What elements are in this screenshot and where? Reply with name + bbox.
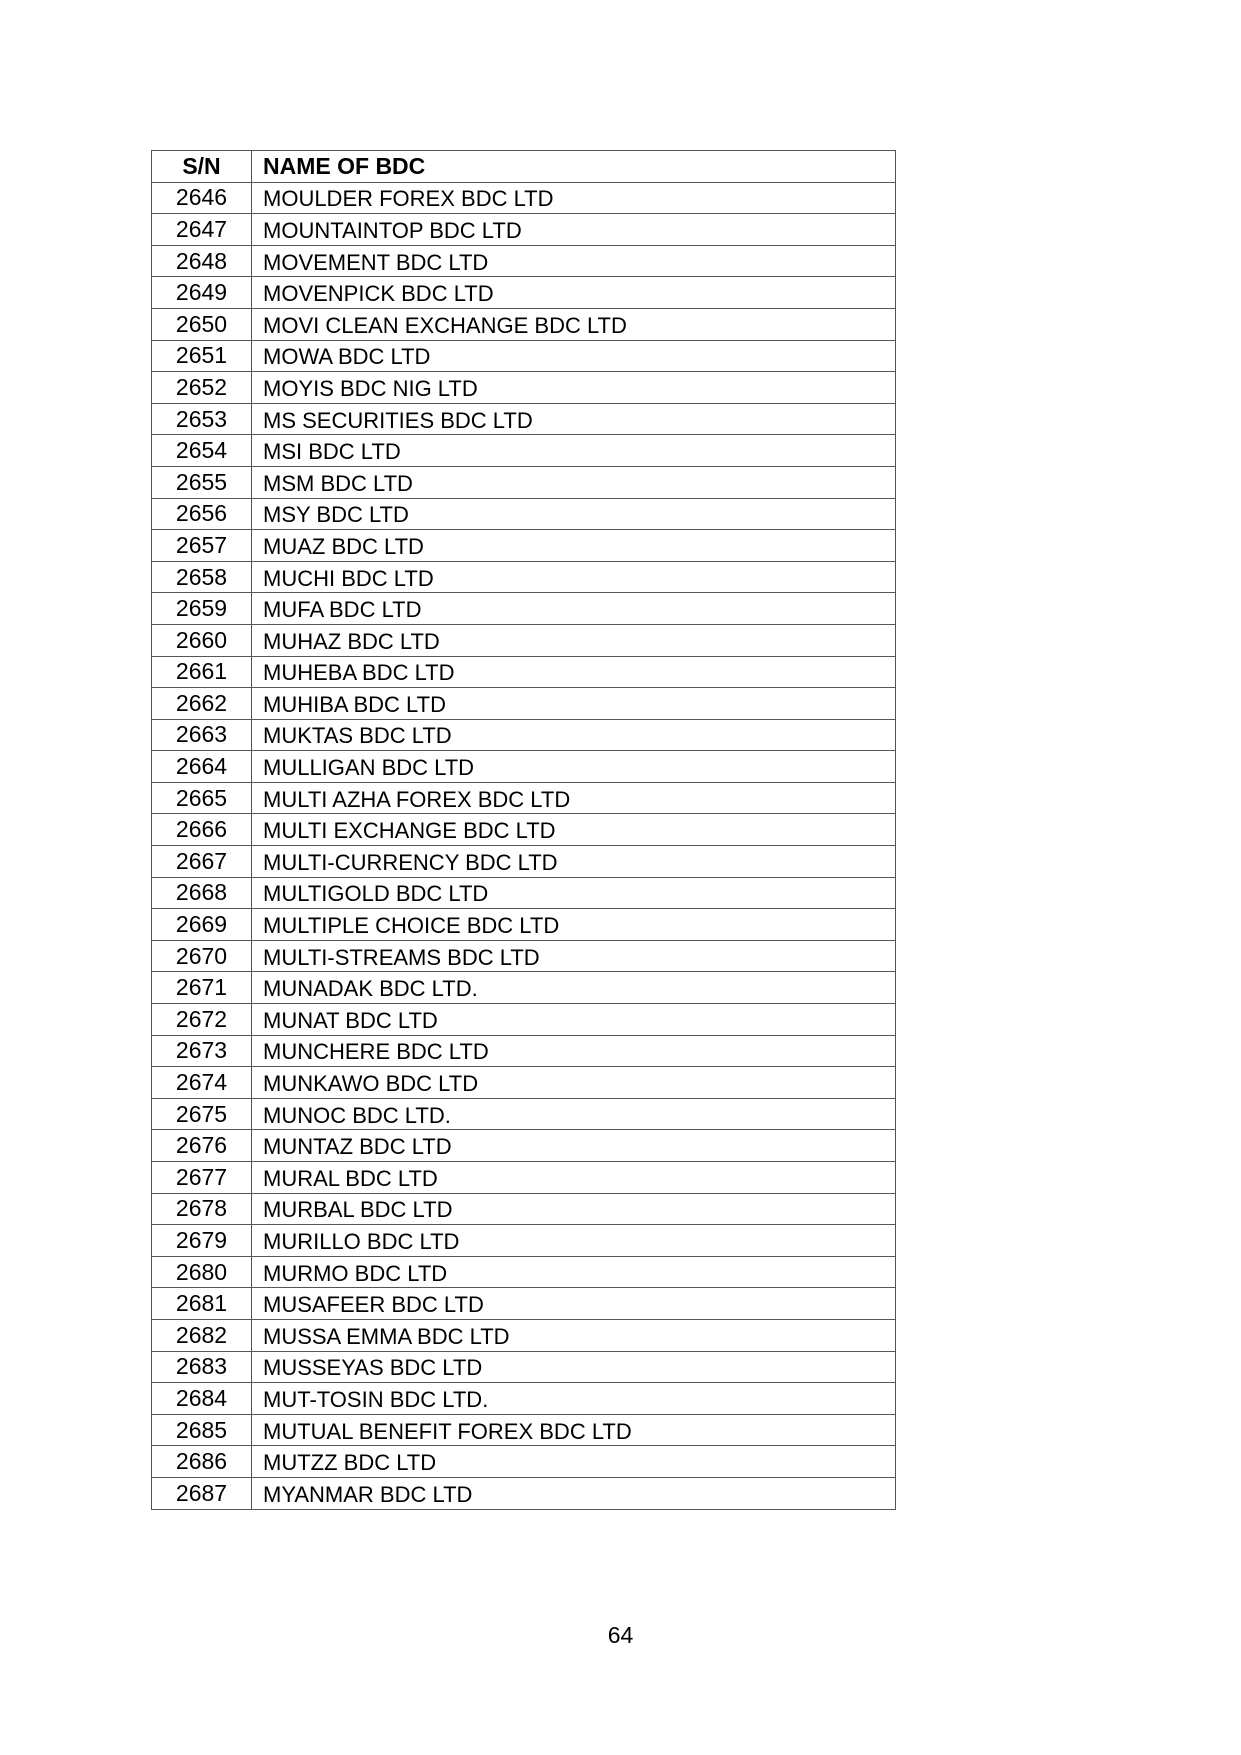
bdc-name-cell: MUSSEYAS BDC LTD bbox=[252, 1351, 896, 1383]
serial-number-cell: 2664 bbox=[152, 751, 252, 783]
serial-number-cell: 2663 bbox=[152, 719, 252, 751]
serial-number-cell: 2673 bbox=[152, 1035, 252, 1067]
bdc-name-cell: MURAL BDC LTD bbox=[252, 1162, 896, 1194]
bdc-name-cell: MUHAZ BDC LTD bbox=[252, 624, 896, 656]
serial-number-cell: 2683 bbox=[152, 1351, 252, 1383]
table-row bbox=[152, 530, 896, 562]
serial-number-cell: 2671 bbox=[152, 972, 252, 1004]
serial-number-cell: 2649 bbox=[152, 277, 252, 309]
header-row bbox=[152, 151, 896, 183]
table-body bbox=[152, 182, 896, 1509]
bdc-name-cell: MOULDER FOREX BDC LTD bbox=[252, 182, 896, 214]
table-row bbox=[152, 498, 896, 530]
column-header-name: NAME OF BDC bbox=[252, 151, 896, 183]
table-row bbox=[152, 593, 896, 625]
bdc-name-cell: MUT-TOSIN BDC LTD. bbox=[252, 1383, 896, 1415]
table-row bbox=[152, 782, 896, 814]
serial-number-cell: 2675 bbox=[152, 1098, 252, 1130]
serial-number-cell: 2650 bbox=[152, 308, 252, 340]
serial-number-cell: 2647 bbox=[152, 214, 252, 246]
column-header-sn: S/N bbox=[152, 151, 252, 183]
bdc-name-cell: MULTI AZHA FOREX BDC LTD bbox=[252, 782, 896, 814]
table-row bbox=[152, 1225, 896, 1257]
serial-number-cell: 2680 bbox=[152, 1256, 252, 1288]
serial-number-cell: 2661 bbox=[152, 656, 252, 688]
serial-number-cell: 2657 bbox=[152, 530, 252, 562]
serial-number-cell: 2687 bbox=[152, 1477, 252, 1509]
table-row bbox=[152, 466, 896, 498]
table-row bbox=[152, 340, 896, 372]
table-row bbox=[152, 1319, 896, 1351]
bdc-name-cell: MULTIGOLD BDC LTD bbox=[252, 877, 896, 909]
serial-number-cell: 2670 bbox=[152, 940, 252, 972]
serial-number-cell: 2652 bbox=[152, 372, 252, 404]
bdc-name-cell: MUNAT BDC LTD bbox=[252, 1004, 896, 1036]
serial-number-cell: 2659 bbox=[152, 593, 252, 625]
table-row bbox=[152, 877, 896, 909]
serial-number-cell: 2677 bbox=[152, 1162, 252, 1194]
bdc-name-cell: MUNADAK BDC LTD. bbox=[252, 972, 896, 1004]
table-row bbox=[152, 1162, 896, 1194]
table-row bbox=[152, 1256, 896, 1288]
serial-number-cell: 2660 bbox=[152, 624, 252, 656]
table-row bbox=[152, 1477, 896, 1509]
bdc-name-cell: MOYIS BDC NIG LTD bbox=[252, 372, 896, 404]
table-row bbox=[152, 435, 896, 467]
table-row bbox=[152, 1130, 896, 1162]
table-row bbox=[152, 656, 896, 688]
serial-number-cell: 2668 bbox=[152, 877, 252, 909]
table-row bbox=[152, 182, 896, 214]
serial-number-cell: 2646 bbox=[152, 182, 252, 214]
bdc-name-cell: MULTI-STREAMS BDC LTD bbox=[252, 940, 896, 972]
bdc-name-cell: MOWA BDC LTD bbox=[252, 340, 896, 372]
bdc-name-cell: MOUNTAINTOP BDC LTD bbox=[252, 214, 896, 246]
serial-number-cell: 2655 bbox=[152, 466, 252, 498]
serial-number-cell: 2685 bbox=[152, 1414, 252, 1446]
table-row bbox=[152, 909, 896, 941]
table-row bbox=[152, 972, 896, 1004]
serial-number-cell: 2672 bbox=[152, 1004, 252, 1036]
bdc-name-cell: MOVENPICK BDC LTD bbox=[252, 277, 896, 309]
bdc-name-cell: MS SECURITIES BDC LTD bbox=[252, 403, 896, 435]
bdc-name-cell: MUAZ BDC LTD bbox=[252, 530, 896, 562]
bdc-name-cell: MUTUAL BENEFIT FOREX BDC LTD bbox=[252, 1414, 896, 1446]
serial-number-cell: 2651 bbox=[152, 340, 252, 372]
table-row bbox=[152, 1446, 896, 1478]
bdc-name-cell: MUTZZ BDC LTD bbox=[252, 1446, 896, 1478]
serial-number-cell: 2667 bbox=[152, 846, 252, 878]
bdc-name-cell: MUSAFEER BDC LTD bbox=[252, 1288, 896, 1320]
serial-number-cell: 2678 bbox=[152, 1193, 252, 1225]
bdc-name-cell: MUFA BDC LTD bbox=[252, 593, 896, 625]
table-row bbox=[152, 214, 896, 246]
table-row bbox=[152, 846, 896, 878]
table-header bbox=[152, 151, 896, 183]
bdc-name-cell: MUHEBA BDC LTD bbox=[252, 656, 896, 688]
bdc-name-cell: MUHIBA BDC LTD bbox=[252, 688, 896, 720]
serial-number-cell: 2656 bbox=[152, 498, 252, 530]
bdc-name-cell: MURMO BDC LTD bbox=[252, 1256, 896, 1288]
serial-number-cell: 2653 bbox=[152, 403, 252, 435]
serial-number-cell: 2648 bbox=[152, 245, 252, 277]
bdc-name-cell: MUKTAS BDC LTD bbox=[252, 719, 896, 751]
table-row bbox=[152, 1004, 896, 1036]
bdc-name-cell: MUSSA EMMA BDC LTD bbox=[252, 1319, 896, 1351]
serial-number-cell: 2662 bbox=[152, 688, 252, 720]
bdc-name-cell: MUNOC BDC LTD. bbox=[252, 1098, 896, 1130]
bdc-name-cell: MSM BDC LTD bbox=[252, 466, 896, 498]
table-row bbox=[152, 245, 896, 277]
bdc-name-cell: MURILLO BDC LTD bbox=[252, 1225, 896, 1257]
table-row bbox=[152, 688, 896, 720]
serial-number-cell: 2684 bbox=[152, 1383, 252, 1415]
table-row bbox=[152, 814, 896, 846]
table-row bbox=[152, 940, 896, 972]
bdc-name-cell: MUNCHERE BDC LTD bbox=[252, 1035, 896, 1067]
serial-number-cell: 2674 bbox=[152, 1067, 252, 1099]
bdc-name-cell: MUCHI BDC LTD bbox=[252, 561, 896, 593]
table-row bbox=[152, 719, 896, 751]
table-row bbox=[152, 1351, 896, 1383]
serial-number-cell: 2654 bbox=[152, 435, 252, 467]
bdc-name-cell: MULTI EXCHANGE BDC LTD bbox=[252, 814, 896, 846]
bdc-table bbox=[151, 150, 896, 1510]
bdc-name-cell: MULLIGAN BDC LTD bbox=[252, 751, 896, 783]
table-row bbox=[152, 372, 896, 404]
table-row bbox=[152, 561, 896, 593]
serial-number-cell: 2679 bbox=[152, 1225, 252, 1257]
bdc-name-cell: MURBAL BDC LTD bbox=[252, 1193, 896, 1225]
bdc-name-cell: MUNKAWO BDC LTD bbox=[252, 1067, 896, 1099]
table-row bbox=[152, 277, 896, 309]
bdc-name-cell: MULTIPLE CHOICE BDC LTD bbox=[252, 909, 896, 941]
serial-number-cell: 2665 bbox=[152, 782, 252, 814]
table-row bbox=[152, 1383, 896, 1415]
bdc-name-cell: MOVEMENT BDC LTD bbox=[252, 245, 896, 277]
bdc-name-cell: MSI BDC LTD bbox=[252, 435, 896, 467]
bdc-name-cell: MUNTAZ BDC LTD bbox=[252, 1130, 896, 1162]
page-number: 64 bbox=[607, 1622, 634, 1648]
table-row bbox=[152, 1035, 896, 1067]
table-row bbox=[152, 624, 896, 656]
serial-number-cell: 2658 bbox=[152, 561, 252, 593]
table-row bbox=[152, 1193, 896, 1225]
serial-number-cell: 2676 bbox=[152, 1130, 252, 1162]
table-row bbox=[152, 1067, 896, 1099]
serial-number-cell: 2666 bbox=[152, 814, 252, 846]
table-row bbox=[152, 1288, 896, 1320]
bdc-name-cell: MYANMAR BDC LTD bbox=[252, 1477, 896, 1509]
bdc-name-cell: MOVI CLEAN EXCHANGE BDC LTD bbox=[252, 308, 896, 340]
table-row bbox=[152, 308, 896, 340]
table-row bbox=[152, 751, 896, 783]
table-row bbox=[152, 1414, 896, 1446]
serial-number-cell: 2681 bbox=[152, 1288, 252, 1320]
bdc-name-cell: MULTI-CURRENCY BDC LTD bbox=[252, 846, 896, 878]
serial-number-cell: 2682 bbox=[152, 1319, 252, 1351]
table-row bbox=[152, 1098, 896, 1130]
bdc-name-cell: MSY BDC LTD bbox=[252, 498, 896, 530]
serial-number-cell: 2669 bbox=[152, 909, 252, 941]
serial-number-cell: 2686 bbox=[152, 1446, 252, 1478]
table-row bbox=[152, 403, 896, 435]
